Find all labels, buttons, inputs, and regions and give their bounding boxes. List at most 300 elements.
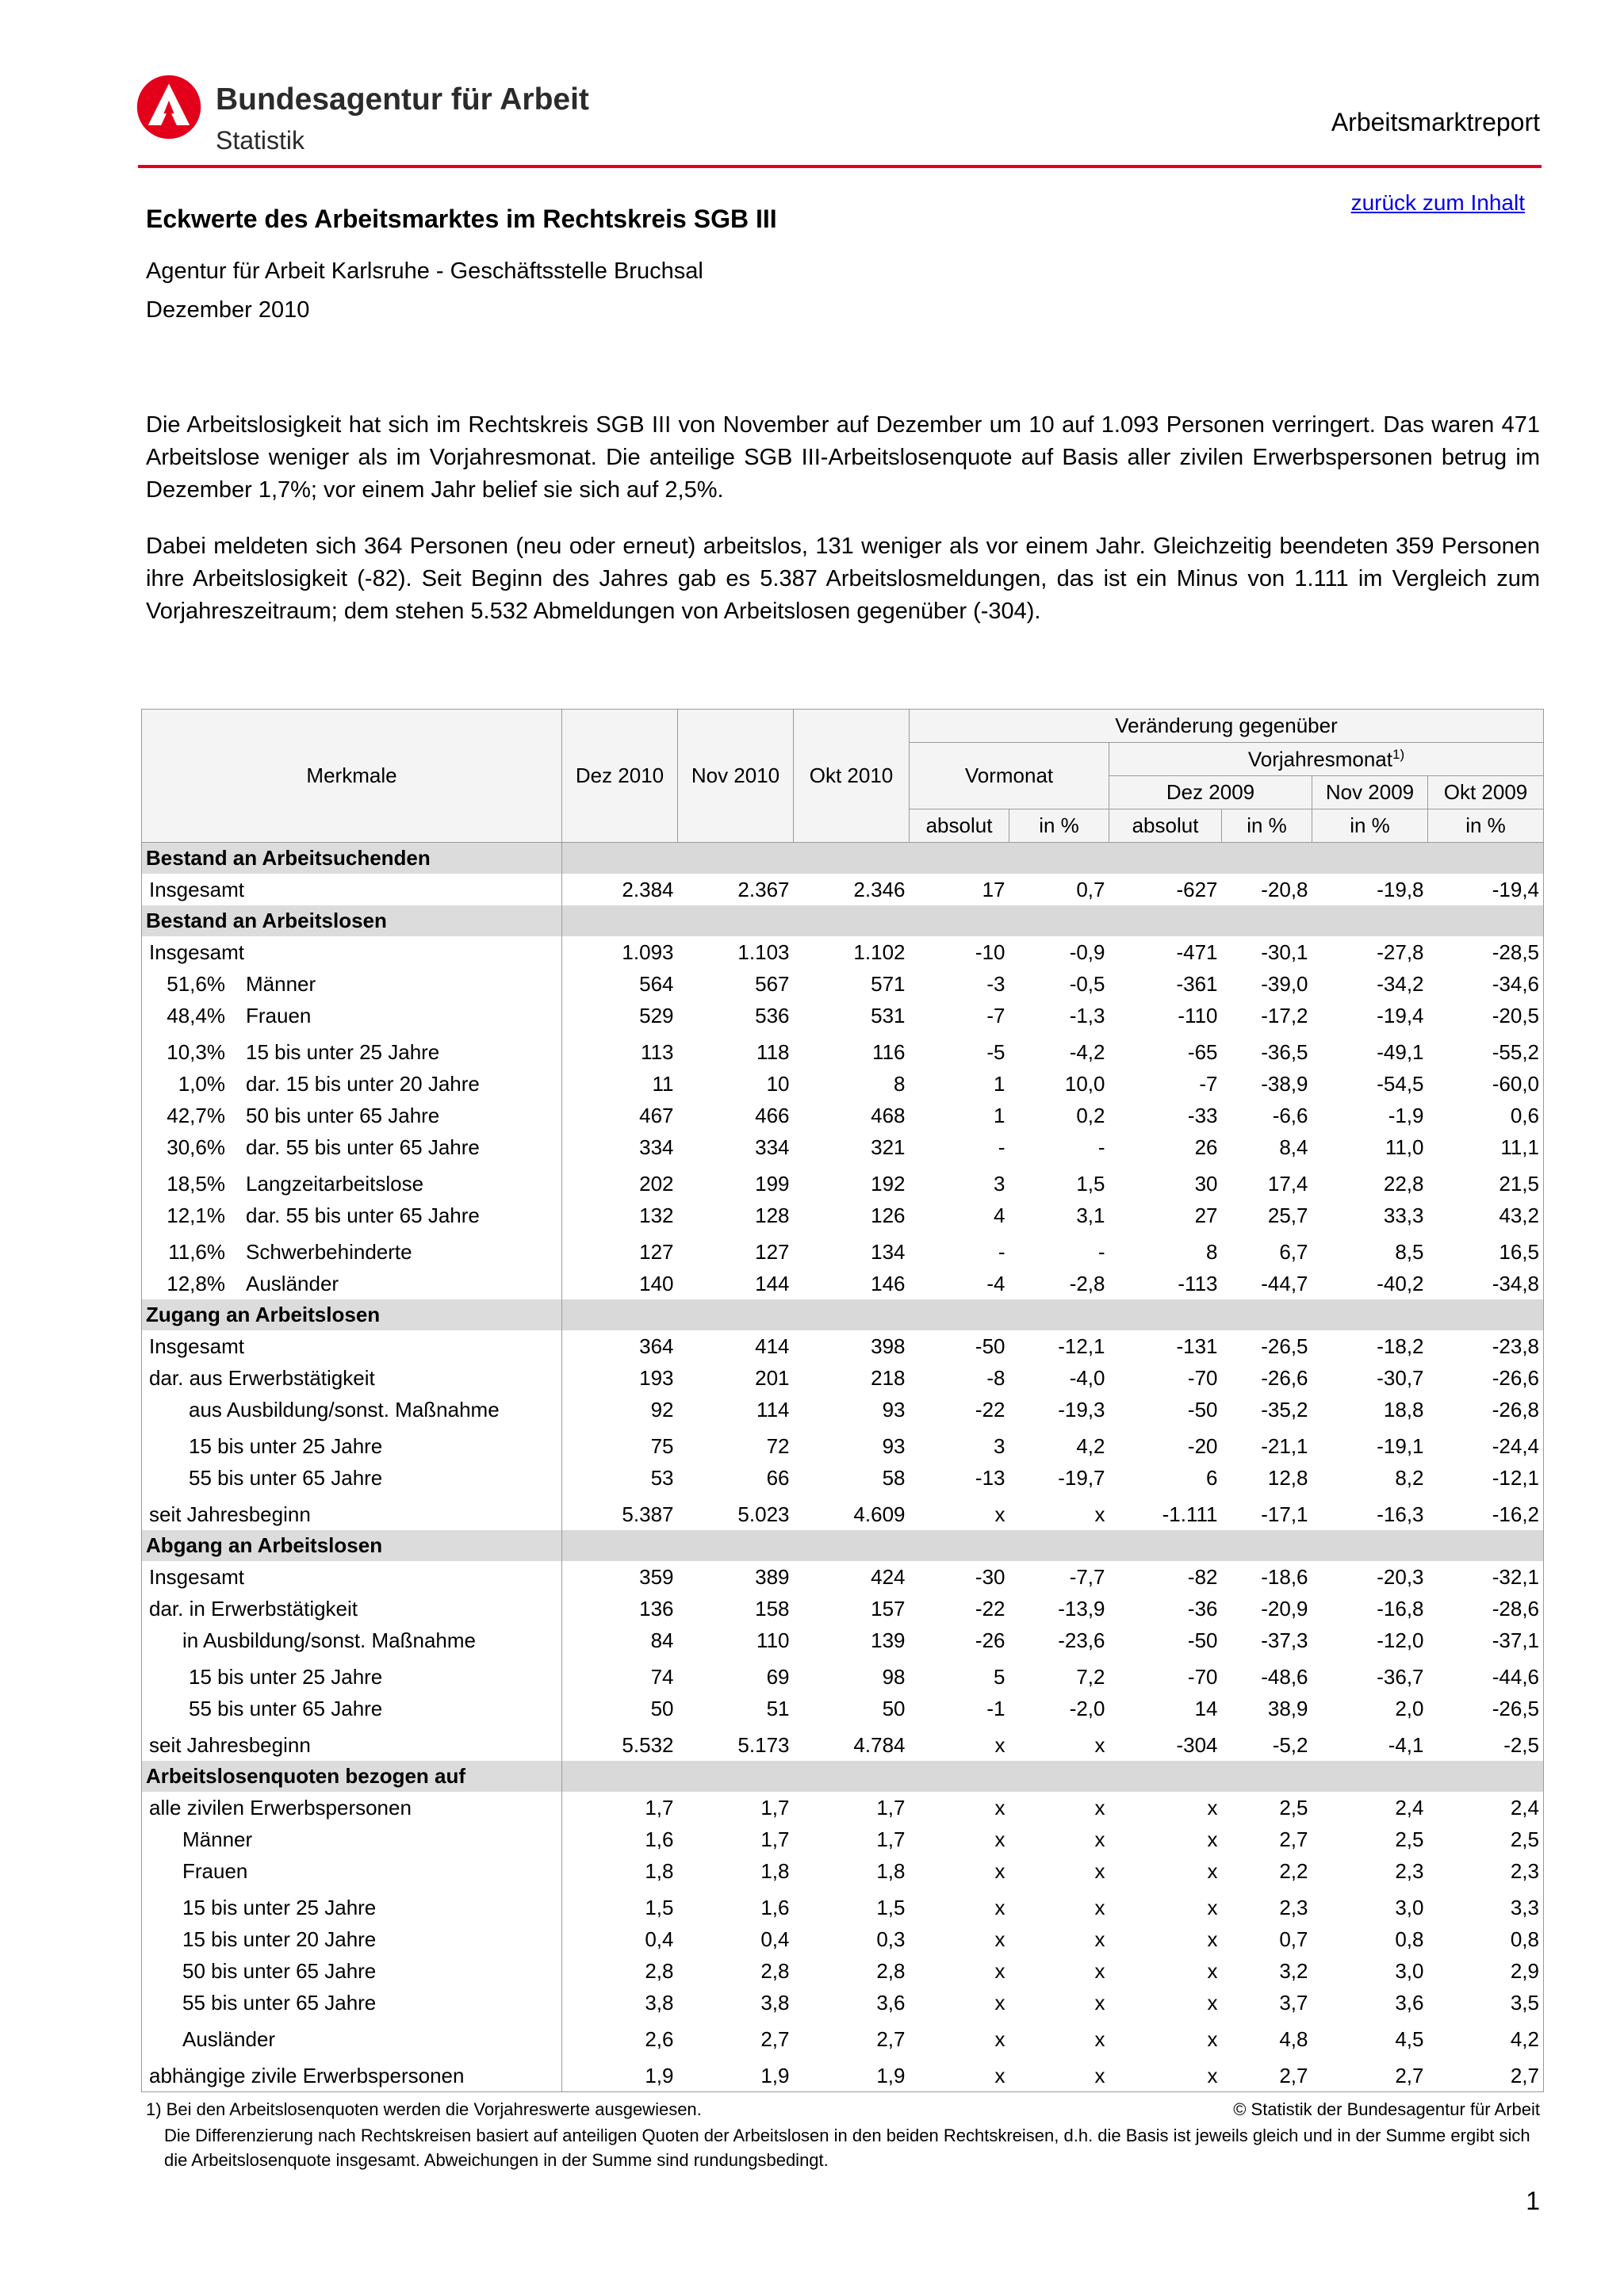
cell-nov-2010: 118 (756, 1039, 790, 1064)
cell-vormonat-pct: -0,9 (1069, 939, 1105, 964)
cell-vormonat-absolut: 17 (982, 877, 1005, 901)
cell-vorjahr-nov-2009-pct: 3,6 (1395, 1990, 1424, 2015)
cell-vorjahr-okt-2009-pct: -16,2 (1428, 1494, 1544, 1530)
row-label-cell (142, 1724, 562, 1761)
row-label: dar. 15 bis unter 20 Jahre (246, 1071, 480, 1096)
row-label-cell (142, 1955, 562, 1987)
footnote-1: 1) Bei den Arbeitslosenquoten werden die Vorjahreswerte ausgewiesen. (146, 2099, 702, 2119)
cell-vorjahr-okt-2009-pct: -60,0 (1428, 1068, 1544, 1100)
cell-vorjahr-okt-2009-pct: 2,3 (1428, 1855, 1544, 1887)
row-label-cell (142, 1031, 562, 1068)
cell-vorjahr-dez-2009-absolut: -20 (1187, 1433, 1218, 1458)
row-share: 12,1% (167, 1203, 225, 1227)
row-label-cell (142, 1425, 562, 1462)
cell-vorjahr-dez-2009-absolut: x (1207, 1958, 1218, 1983)
row-label-cell (142, 1561, 562, 1593)
row-label: Insgesamt (149, 1564, 244, 1589)
cell-nov-2010: 389 (755, 1564, 790, 1589)
cell-dez-2010: 1,7 (645, 1795, 674, 1820)
cell-okt-2010: 116 (872, 1039, 906, 1064)
cell-vorjahr-dez-2009-pct: -30,1 (1261, 939, 1308, 964)
cell-okt-2010: 8 (894, 1071, 906, 1096)
cell-vorjahr-okt-2009-pct: -12,1 (1428, 1462, 1544, 1494)
cell-vorjahr-nov-2009-pct: -16,8 (1377, 1596, 1424, 1621)
row-label-cell (142, 1231, 562, 1268)
cell-nov-2010: 127 (755, 1239, 790, 1264)
cell-vorjahr-nov-2009-pct: 22,8 (1383, 1171, 1424, 1196)
row-label: 15 bis unter 25 Jahre (246, 1039, 440, 1064)
cell-vormonat-pct: -2,8 (1069, 1271, 1105, 1295)
cell-dez-2010: 1,8 (645, 1858, 674, 1883)
row-label: dar. 55 bis unter 65 Jahre (246, 1203, 480, 1227)
table-row (142, 1792, 1544, 1823)
table-row (142, 1693, 1544, 1724)
row-label-cell (142, 1462, 562, 1494)
row-label: Schwerbehinderte (246, 1239, 412, 1264)
cell-vormonat-absolut: x (994, 1795, 1005, 1820)
cell-vorjahr-okt-2009-pct: -2,5 (1428, 1724, 1544, 1761)
cell-vorjahr-dez-2009-absolut: -113 (1178, 1271, 1218, 1295)
header-vorjahresmonat (1109, 743, 1544, 776)
cell-okt-2010: 139 (871, 1628, 906, 1652)
table-row (142, 1462, 1544, 1494)
cell-vorjahr-okt-2009-pct: -34,8 (1428, 1268, 1544, 1299)
cell-vormonat-pct: -2,0 (1069, 1696, 1105, 1720)
table-row (142, 1656, 1544, 1693)
summary-paragraph-2: Dabei meldeten sich 364 Personen (neu oder erneut) arbeitslos, 131 weniger als vor einem Jahr. Gleichzeitig beendeten 359 Personen ihre Arbeitslosigkeit (-82). Seit Beginn des Jahres gab es 5.387 Arbeitslosmeldungen, das ist ein Minus von 1.111 im Vergleich zum Vorjahreszeitraum; dem stehen 5.532 Abmeldungen von Arbeitslosen gegenüber (-304). (146, 534, 1540, 624)
table-row (142, 1100, 1544, 1131)
row-label: Frauen (182, 1858, 248, 1883)
cell-okt-2010: 1,5 (876, 1895, 906, 1919)
section-fill (562, 905, 1544, 936)
cell-vorjahr-nov-2009-pct: -19,4 (1377, 1003, 1424, 1027)
cell-okt-2010: 2.346 (853, 877, 906, 901)
cell-vorjahr-nov-2009-pct: -19,8 (1377, 877, 1424, 901)
cell-vorjahr-okt-2009-pct: 4,2 (1428, 2019, 1544, 2055)
cell-vormonat-absolut: -26 (975, 1628, 1005, 1652)
cell-dez-2010: 1,5 (645, 1895, 674, 1919)
cell-vorjahr-dez-2009-pct: 3,7 (1279, 1990, 1308, 2015)
cell-vorjahr-nov-2009-pct: 8,2 (1395, 1465, 1424, 1490)
cell-vorjahr-dez-2009-pct: -37,3 (1261, 1628, 1308, 1652)
cell-vorjahr-dez-2009-pct: -18,6 (1261, 1564, 1308, 1589)
agency-name: Agentur für Arbeit Karlsruhe - Geschäftsstelle Bruchsal (146, 258, 703, 284)
table-row (142, 1624, 1544, 1656)
cell-vormonat-pct: -4,0 (1069, 1365, 1105, 1390)
row-label: Insgesamt (149, 1334, 244, 1358)
cell-vormonat-pct: x (1094, 2026, 1105, 2051)
cell-nov-2010: 567 (755, 971, 790, 996)
cell-dez-2010: 2,6 (645, 2026, 674, 2051)
cell-nov-2010: 69 (766, 1664, 790, 1689)
cell-vorjahr-dez-2009-pct: -17,1 (1261, 1502, 1308, 1526)
cell-vorjahr-okt-2009-pct: -24,4 (1428, 1425, 1544, 1462)
table-row (142, 1068, 1544, 1100)
cell-vorjahr-dez-2009-absolut: x (1207, 1827, 1218, 1851)
row-label: Ausländer (182, 2026, 276, 2051)
row-share: 10,3% (167, 1039, 225, 1064)
table-row (142, 1887, 1544, 1923)
cell-vorjahr-nov-2009-pct: 2,3 (1395, 1858, 1424, 1883)
cell-vorjahr-dez-2009-pct: 0,7 (1279, 1927, 1308, 1951)
cell-vorjahr-dez-2009-pct: 17,4 (1267, 1171, 1308, 1196)
cell-okt-2010: 157 (871, 1596, 906, 1621)
cell-vorjahr-dez-2009-pct: 2,3 (1279, 1895, 1308, 1919)
cell-vorjahr-okt-2009-pct: -19,4 (1428, 874, 1544, 905)
cell-vormonat-pct: -0,5 (1069, 971, 1105, 996)
cell-vorjahr-dez-2009-absolut: 30 (1194, 1171, 1218, 1196)
row-label-cell (142, 1887, 562, 1923)
cell-vorjahr-nov-2009-pct: 2,0 (1395, 1696, 1424, 1720)
cell-okt-2010: 1.102 (853, 939, 906, 964)
row-share: 18,5% (167, 1171, 225, 1196)
report-label: Arbeitsmarktreport (1331, 108, 1540, 136)
cell-vorjahr-okt-2009-pct: -26,8 (1428, 1394, 1544, 1425)
cell-vormonat-absolut: x (910, 2055, 1009, 2092)
cell-okt-2010: 321 (871, 1135, 906, 1159)
cell-vormonat-pct: x (1094, 1502, 1105, 1526)
header-dez-2009: Dez 2009 (1109, 776, 1312, 809)
cell-vormonat-pct: -4,2 (1069, 1039, 1105, 1064)
cell-vormonat-pct: x (1094, 1958, 1105, 1983)
cell-vorjahr-dez-2009-pct: 2,7 (1279, 1827, 1308, 1851)
footnote-marker: 1) (1392, 746, 1405, 762)
cell-nov-2010: 72 (766, 1433, 790, 1458)
cell-okt-2010: 424 (871, 1564, 906, 1589)
table-body (142, 843, 1544, 2092)
cell-vorjahr-dez-2009-absolut: -7 (1199, 1071, 1218, 1096)
cell-nov-2010: 144 (755, 1271, 790, 1295)
cell-vorjahr-nov-2009-pct: -40,2 (1377, 1271, 1424, 1295)
cell-vorjahr-dez-2009-absolut: -70 (1187, 1664, 1218, 1689)
cell-nov-2010: 199 (755, 1171, 790, 1196)
row-label: aus Ausbildung/sonst. Maßnahme (189, 1397, 500, 1422)
cell-okt-2010: 218 (871, 1365, 906, 1390)
header-veraenderung: Veränderung gegenüber (910, 710, 1544, 743)
header-dez-2009-absolut: absolut (1109, 809, 1222, 843)
cell-nov-2010: 114 (756, 1397, 790, 1422)
cell-vorjahr-dez-2009-pct: -44,7 (1261, 1271, 1308, 1295)
cell-vorjahr-nov-2009-pct: -16,3 (1377, 1502, 1424, 1526)
cell-dez-2010: 529 (639, 1003, 674, 1027)
row-label-cell (142, 1923, 562, 1955)
cell-vormonat-absolut: -10 (975, 939, 1005, 964)
row-label-cell (142, 874, 562, 905)
table-row (142, 1593, 1544, 1624)
cell-nov-2010: 110 (756, 1628, 790, 1652)
cell-okt-2010: 4.609 (853, 1502, 906, 1526)
cell-vormonat-absolut: -30 (975, 1564, 1005, 1589)
cell-nov-2010: 536 (755, 1003, 790, 1027)
cell-vorjahr-nov-2009-pct: 8,5 (1395, 1239, 1424, 1264)
cell-vorjahr-okt-2009-pct: -37,1 (1428, 1624, 1544, 1656)
back-to-contents-link[interactable]: zurück zum Inhalt (1350, 190, 1525, 215)
cell-dez-2010: 74 (650, 1664, 674, 1689)
cell-vorjahr-dez-2009-pct: -26,5 (1261, 1334, 1308, 1358)
cell-vorjahr-dez-2009-absolut: x (1207, 1795, 1218, 1820)
row-label: Männer (246, 971, 316, 996)
cell-dez-2010: 1,9 (562, 2055, 678, 2092)
table-row (142, 1494, 1544, 1530)
table-row (142, 1231, 1544, 1268)
cell-nov-2010: 414 (755, 1334, 790, 1358)
row-label-cell (142, 936, 562, 968)
cell-vorjahr-dez-2009-absolut: 6 (1206, 1465, 1218, 1490)
row-label-cell (142, 1823, 562, 1855)
cell-vormonat-absolut: 3 (994, 1433, 1005, 1458)
table-row (142, 1000, 1544, 1031)
row-label: abhängige zivile Erwerbspersonen (149, 2063, 465, 2087)
section-fill (562, 1761, 1544, 1792)
table-row (142, 1987, 1544, 2019)
cell-nov-2010: 66 (766, 1465, 790, 1490)
cell-vorjahr-nov-2009-pct: 11,0 (1385, 1135, 1424, 1159)
cell-nov-2010: 51 (766, 1696, 790, 1720)
row-label-cell (142, 1200, 562, 1231)
cell-okt-2010: 0,3 (876, 1927, 906, 1951)
cell-okt-2010: 134 (871, 1239, 906, 1264)
cell-vorjahr-dez-2009-absolut: -36 (1187, 1596, 1218, 1621)
cell-vorjahr-okt-2009-pct: 16,5 (1428, 1231, 1544, 1268)
row-label: Frauen (246, 1003, 312, 1027)
cell-dez-2010: 136 (639, 1596, 674, 1621)
table-row (142, 1823, 1544, 1855)
cell-dez-2010: 92 (650, 1397, 674, 1422)
cell-dez-2010: 50 (650, 1696, 674, 1720)
table-row (142, 2019, 1544, 2055)
cell-dez-2010: 334 (639, 1135, 674, 1159)
row-label: 55 bis unter 65 Jahre (189, 1696, 383, 1720)
cell-vorjahr-dez-2009-absolut: -131 (1176, 1334, 1218, 1358)
cell-vorjahr-dez-2009-absolut: x (1207, 1990, 1218, 2015)
cell-vormonat-pct: x (1094, 1858, 1105, 1883)
cell-okt-2010: 1,7 (876, 1827, 906, 1851)
cell-vorjahr-dez-2009-absolut: -627 (1176, 877, 1218, 901)
row-label-cell (142, 1330, 562, 1362)
row-share: 30,6% (167, 1135, 225, 1159)
table-row (142, 1923, 1544, 1955)
row-label: Männer (182, 1827, 253, 1851)
header-okt-2010: Okt 2010 (794, 710, 910, 843)
cell-dez-2010: 364 (639, 1334, 674, 1358)
cell-vorjahr-nov-2009-pct: 2,7 (1312, 2055, 1428, 2092)
org-name: Bundesagentur für Arbeit (216, 82, 589, 117)
row-label: alle zivilen Erwerbspersonen (149, 1795, 412, 1820)
cell-vormonat-pct: x (1094, 1827, 1105, 1851)
page-title: Eckwerte des Arbeitsmarktes im Rechtskreis SGB III (146, 205, 777, 233)
cell-okt-2010: 571 (871, 971, 906, 996)
section-header (142, 843, 1544, 874)
cell-vorjahr-nov-2009-pct: -54,5 (1377, 1071, 1424, 1096)
cell-vorjahr-dez-2009-absolut: 8 (1206, 1239, 1218, 1264)
cell-vorjahr-nov-2009-pct: -27,8 (1377, 939, 1424, 964)
cell-vormonat-pct: - (1097, 1239, 1105, 1264)
row-label-cell (142, 1624, 562, 1656)
cell-vorjahr-nov-2009-pct: 3,0 (1395, 1958, 1424, 1983)
cell-vorjahr-okt-2009-pct: -55,2 (1428, 1031, 1544, 1068)
cell-nov-2010: 1,7 (760, 1827, 790, 1851)
row-label: dar. aus Erwerbstätigkeit (149, 1365, 375, 1390)
cell-nov-2010: 466 (755, 1103, 790, 1127)
cell-vormonat-pct: -13,9 (1058, 1596, 1105, 1621)
cell-vormonat-absolut: -22 (975, 1596, 1005, 1621)
cell-okt-2010: 146 (871, 1271, 906, 1295)
row-label-cell (142, 1494, 562, 1530)
cell-vormonat-pct: 4,2 (1076, 1433, 1105, 1458)
table-row (142, 1268, 1544, 1299)
cell-vorjahr-dez-2009-absolut: x (1207, 2026, 1218, 2051)
section-header (142, 1530, 1544, 1561)
row-label: Ausländer (246, 1271, 339, 1295)
cell-vorjahr-dez-2009-absolut: -110 (1178, 1003, 1218, 1027)
cell-dez-2010: 3,8 (645, 1990, 674, 2015)
row-label-cell (142, 1394, 562, 1425)
cell-okt-2010: 2,7 (876, 2026, 906, 2051)
cell-okt-2010: 93 (882, 1397, 906, 1422)
cell-okt-2010: 93 (882, 1433, 906, 1458)
row-label: dar. 55 bis unter 65 Jahre (246, 1135, 480, 1159)
table-row (142, 1031, 1544, 1068)
cell-vorjahr-okt-2009-pct: -28,5 (1428, 936, 1544, 968)
cell-okt-2010: 531 (871, 1003, 906, 1027)
summary-paragraph-1: Die Arbeitslosigkeit hat sich im Rechtskreis SGB III von November auf Dezember um 10 auf 1.093 Personen verringert. Das waren 471 Arbeitslose weniger als im Vorjahresmonat. Die anteilige SGB III-Arbeitslosenquote auf Basis aller zivilen Erwerbspersonen betrug im Dezember 1,7%; vor einem Jahr belief sie sich auf 2,5%. (146, 412, 1540, 503)
row-label: seit Jahresbeginn (149, 1732, 311, 1757)
cell-vorjahr-dez-2009-absolut: -1.111 (1162, 1502, 1218, 1526)
section-header (142, 905, 1544, 936)
cell-vorjahr-nov-2009-pct: 18,8 (1383, 1397, 1424, 1422)
cell-vorjahr-okt-2009-pct: 3,3 (1428, 1887, 1544, 1923)
cell-vormonat-pct: 1,5 (1076, 1171, 1105, 1196)
cell-vorjahr-dez-2009-pct: -6,6 (1272, 1103, 1308, 1127)
cell-nov-2010: 10 (766, 1071, 790, 1096)
cell-vorjahr-nov-2009-pct: 0,8 (1395, 1927, 1424, 1951)
cell-vorjahr-okt-2009-pct: 2,4 (1428, 1792, 1544, 1823)
cell-vorjahr-okt-2009-pct: -32,1 (1428, 1561, 1544, 1593)
section-title: Bestand an Arbeitsuchenden (142, 843, 562, 874)
cell-vorjahr-nov-2009-pct: 3,0 (1395, 1895, 1424, 1919)
cell-nov-2010: 1,6 (760, 1895, 790, 1919)
cell-vorjahr-nov-2009-pct: -1,9 (1388, 1103, 1424, 1127)
cell-vorjahr-nov-2009-pct: 2,5 (1395, 1827, 1424, 1851)
cell-vorjahr-nov-2009-pct: -49,1 (1377, 1039, 1424, 1064)
cell-vorjahr-dez-2009-absolut: -50 (1187, 1628, 1218, 1652)
cell-vorjahr-dez-2009-absolut: -33 (1187, 1103, 1218, 1127)
header-divider (138, 165, 1542, 168)
table-row (142, 1955, 1544, 1987)
row-label: 15 bis unter 25 Jahre (189, 1433, 383, 1458)
cell-okt-2010: 1,9 (794, 2055, 910, 2092)
cell-nov-2010: 158 (755, 1596, 790, 1621)
cell-vorjahr-dez-2009-absolut: 14 (1194, 1696, 1218, 1720)
cell-okt-2010: 58 (882, 1465, 906, 1490)
cell-vorjahr-nov-2009-pct: -34,2 (1377, 971, 1424, 996)
header-vormonat: Vormonat (910, 743, 1109, 809)
row-label-cell (142, 1792, 562, 1823)
cell-vorjahr-okt-2009-pct: -23,8 (1428, 1330, 1544, 1362)
cell-vormonat-absolut: 1 (994, 1071, 1005, 1096)
table-row (142, 1131, 1544, 1163)
cell-vorjahr-okt-2009-pct: -34,6 (1428, 968, 1544, 1000)
cell-vorjahr-dez-2009-absolut: -361 (1176, 971, 1218, 996)
cell-okt-2010: 98 (882, 1664, 906, 1689)
cell-nov-2010: 5.023 (737, 1502, 790, 1526)
row-label-cell (142, 1593, 562, 1624)
cell-okt-2010: 398 (871, 1334, 906, 1358)
cell-vorjahr-dez-2009-pct: 2,7 (1222, 2055, 1312, 2092)
table-row (142, 936, 1544, 968)
cell-vormonat-absolut: -8 (986, 1365, 1005, 1390)
cell-dez-2010: 202 (639, 1171, 674, 1196)
cell-nov-2010: 1,8 (760, 1858, 790, 1883)
section-fill (562, 1530, 1544, 1561)
cell-dez-2010: 193 (639, 1365, 674, 1390)
cell-vorjahr-dez-2009-pct: -5,2 (1272, 1732, 1308, 1757)
cell-nov-2010: 201 (755, 1365, 790, 1390)
row-share: 11,6% (168, 1239, 225, 1264)
row-label: Langzeitarbeitslose (246, 1171, 424, 1196)
cell-vorjahr-okt-2009-pct: -44,6 (1428, 1656, 1544, 1693)
cell-vormonat-pct: -12,1 (1058, 1334, 1105, 1358)
cell-vorjahr-okt-2009-pct: 43,2 (1428, 1200, 1544, 1231)
cell-vorjahr-nov-2009-pct: 2,4 (1395, 1795, 1424, 1820)
section-header (142, 1299, 1544, 1330)
cell-vorjahr-nov-2009-pct: -19,1 (1377, 1433, 1424, 1458)
cell-dez-2010: 0,4 (645, 1927, 674, 1951)
cell-dez-2010: 1.093 (622, 939, 674, 964)
cell-vorjahr-okt-2009-pct: 0,8 (1428, 1923, 1544, 1955)
table-row (142, 1200, 1544, 1231)
page-number: 1 (1526, 2187, 1540, 2215)
row-label-cell (142, 968, 562, 1000)
cell-vormonat-absolut: x (994, 1732, 1005, 1757)
cell-vorjahr-dez-2009-pct: 2,2 (1279, 1858, 1308, 1883)
cell-nov-2010: 2,8 (760, 1958, 790, 1983)
row-label-cell (142, 1656, 562, 1693)
cell-vormonat-pct: x (1094, 1795, 1105, 1820)
header-dez-2010: Dez 2010 (562, 710, 678, 843)
table-row (142, 1425, 1544, 1462)
row-share: 1,0% (178, 1071, 225, 1096)
cell-dez-2010: 11 (652, 1071, 674, 1096)
cell-vorjahr-dez-2009-absolut: -82 (1187, 1564, 1218, 1589)
cell-dez-2010: 2,8 (645, 1958, 674, 1983)
cell-okt-2010: 192 (871, 1171, 906, 1196)
cell-okt-2010: 2,8 (876, 1958, 906, 1983)
table-row (142, 968, 1544, 1000)
section-title: Bestand an Arbeitslosen (142, 905, 562, 936)
cell-dez-2010: 84 (650, 1628, 674, 1652)
section-title: Zugang an Arbeitslosen (142, 1299, 562, 1330)
row-label-cell (142, 1000, 562, 1031)
cell-vormonat-pct: x (1094, 1732, 1105, 1757)
header-okt-2009: Okt 2009 (1428, 776, 1544, 809)
row-label: 55 bis unter 65 Jahre (182, 1990, 377, 2015)
cell-vormonat-absolut: 3 (994, 1171, 1005, 1196)
row-label: seit Jahresbeginn (149, 1502, 311, 1526)
cell-okt-2010: 3,6 (876, 1990, 906, 2015)
cell-dez-2010: 5.387 (622, 1502, 674, 1526)
row-label-cell (142, 1987, 562, 2019)
cell-vormonat-pct: 0,7 (1076, 877, 1105, 901)
cell-vormonat-absolut: x (994, 1895, 1005, 1919)
row-label: 50 bis unter 65 Jahre (182, 1958, 377, 1983)
row-label: Insgesamt (149, 939, 244, 964)
table-row (142, 1724, 1544, 1761)
cell-vorjahr-dez-2009-absolut: -70 (1187, 1365, 1218, 1390)
cell-nov-2010: 1.103 (737, 939, 790, 964)
header-merkmale: Merkmale (142, 710, 562, 843)
row-label: 15 bis unter 25 Jahre (182, 1895, 377, 1919)
